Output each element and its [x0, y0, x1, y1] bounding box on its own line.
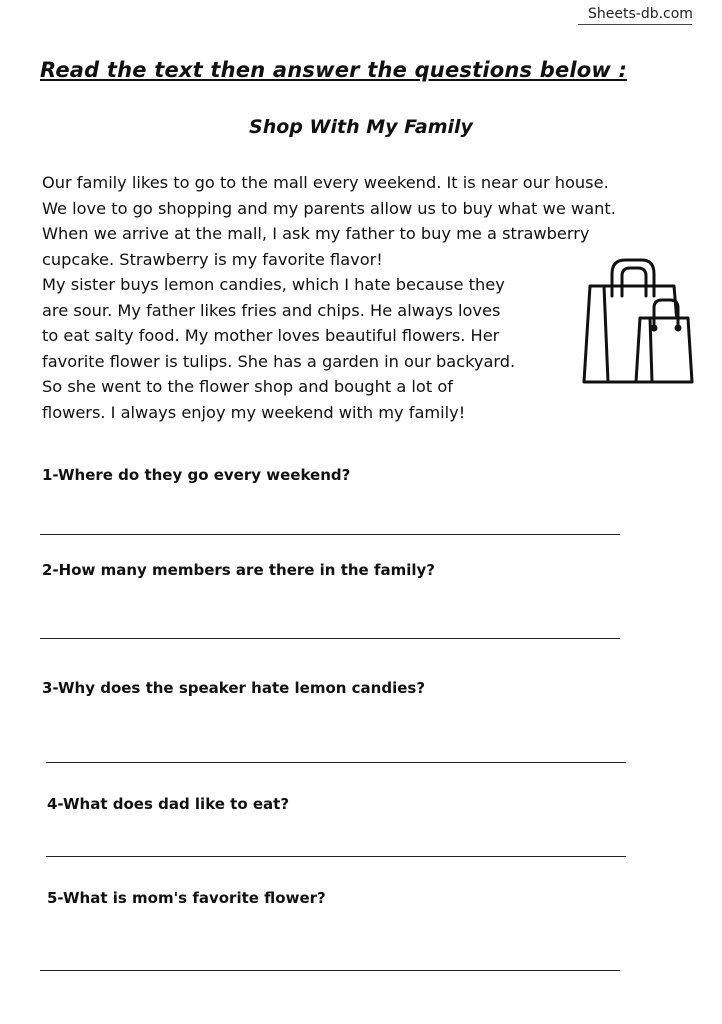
story-title: Shop With My Family: [249, 116, 473, 138]
passage-line: to eat salty food. My mother loves beautiful flowers. Her: [42, 326, 500, 345]
reading-passage: [42, 170, 616, 425]
answer-line-4[interactable]: [46, 856, 626, 857]
question-1: 1-Where do they go every weekend?: [42, 466, 351, 484]
site-label-underline: [578, 24, 692, 25]
question-5: 5-What is mom's favorite flower?: [47, 889, 326, 907]
answer-line-1[interactable]: [40, 534, 620, 535]
passage-line: We love to go shopping and my parents allow us to buy what we want.: [42, 198, 616, 218]
question-2: 2-How many members are there in the family?: [42, 561, 435, 579]
passage-line: My sister buys lemon candies, which I hate because they: [42, 275, 505, 294]
passage-line: So she went to the flower shop and bought a lot of: [42, 377, 453, 396]
question-3: 3-Why does the speaker hate lemon candies?: [42, 679, 426, 697]
passage-line: Our family likes to go to the mall every weekend. It is near our house.: [42, 173, 609, 192]
passage-line: are sour. My father likes fries and chips. He always loves: [42, 300, 501, 320]
passage-line: When we arrive at the mall, I ask my father to buy me a strawberry: [42, 224, 590, 243]
passage-line: favorite flower is tulips. She has a garden in our backyard.: [42, 351, 516, 371]
passage-line: flowers. I always enjoy my weekend with my family!: [42, 402, 466, 422]
shopping-bags-icon: [582, 256, 694, 386]
answer-line-5[interactable]: [40, 970, 620, 971]
site-label: Sheets-db.com: [588, 6, 693, 22]
passage-line: cupcake. Strawberry is my favorite flavor!: [42, 249, 383, 269]
instruction-heading: Read the text then answer the questions below :: [40, 58, 628, 82]
question-4: 4-What does dad like to eat?: [47, 795, 290, 813]
answer-line-2[interactable]: [40, 638, 620, 639]
answer-line-3[interactable]: [46, 762, 626, 763]
